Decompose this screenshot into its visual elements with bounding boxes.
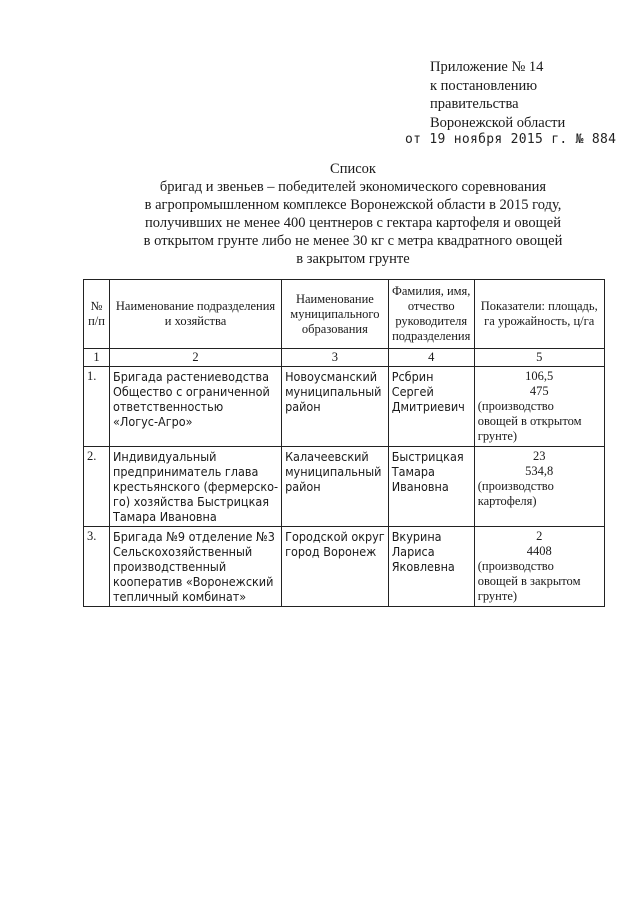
cell-text-line: (производство xyxy=(477,479,554,493)
cell-text-line: ответственностью xyxy=(113,399,224,414)
cell-text-line: Лариса xyxy=(391,544,435,559)
table-header-row xyxy=(84,280,605,349)
cell-text-line: муниципальный xyxy=(285,384,382,399)
cell-text-line: руководителя xyxy=(395,314,468,328)
row-area: 23 xyxy=(532,449,546,463)
cell-text-line: Наименование xyxy=(295,291,374,306)
cell-text-line: го) хозяйства Быстрицкая xyxy=(113,494,270,509)
cell-text-line: производственный xyxy=(113,559,227,574)
header-num xyxy=(84,280,110,349)
cell-text-line: хозяйства xyxy=(174,314,227,328)
header-indicators xyxy=(474,280,604,349)
cell-text-line: грунте) xyxy=(477,589,518,603)
row-area: 2 xyxy=(536,529,543,543)
cell-text-line: Бригада растениеводства xyxy=(113,369,269,384)
cell-text-line: отчество xyxy=(407,299,455,313)
cell-text-line: кооператив «Воронежский xyxy=(113,574,274,589)
title-heading: Список xyxy=(330,161,376,177)
appendix-line: Воронежской области xyxy=(430,114,566,131)
cell-text-line: Сельскохозяйственный xyxy=(113,544,253,559)
cell-text-line: подразделения xyxy=(392,329,471,343)
row-yield: 475 xyxy=(529,384,549,398)
cell-text-line: п/п xyxy=(88,314,105,328)
cell-text-line: площадь, га xyxy=(484,299,598,328)
row-indicators xyxy=(474,447,604,527)
row-org xyxy=(110,527,282,607)
cell-text-line: Фамилия, имя, xyxy=(392,284,471,298)
row-number: 3. xyxy=(84,527,110,607)
table-row xyxy=(84,367,605,447)
row-org xyxy=(110,367,282,447)
cell-text-line: предприниматель глава xyxy=(113,464,259,479)
cell-text-line: Новоусманский xyxy=(285,369,378,384)
row-org xyxy=(110,447,282,527)
row-municipality xyxy=(282,367,389,447)
title-line: получивших не менее 400 центнеров с гектара картофеля и овощей xyxy=(145,215,561,231)
column-number: 1 xyxy=(84,349,110,367)
cell-text-line: образования xyxy=(301,321,368,336)
row-indicators xyxy=(474,367,604,447)
cell-text-line: муниципальный xyxy=(285,464,382,479)
cell-text-line: Городской округ xyxy=(285,529,385,544)
cell-text-line: Дмитриевич xyxy=(391,399,465,414)
resolution-date: от 19 ноября 2015 г. № 884 xyxy=(405,132,617,147)
cell-text-line: подразделения и xyxy=(164,299,276,328)
cell-text-line: Индивидуальный xyxy=(113,449,217,464)
cell-text-line: Яковлевна xyxy=(391,559,455,574)
appendix-line: правительства xyxy=(430,96,519,112)
title-line: в агропромышленном комплексе Воронежской области в 2015 году, xyxy=(144,197,562,213)
row-head xyxy=(388,527,474,607)
appendix-line: к постановлению xyxy=(430,77,538,94)
appendix-header xyxy=(430,58,565,132)
table-row xyxy=(84,527,605,607)
cell-text-line: Наименование xyxy=(115,299,194,313)
column-number: 2 xyxy=(110,349,282,367)
column-number: 5 xyxy=(474,349,604,367)
row-area: 106,5 xyxy=(525,369,554,383)
title-line: в закрытом грунте xyxy=(296,251,410,267)
cell-text-line: район xyxy=(285,399,321,414)
column-number: 4 xyxy=(388,349,474,367)
document-title xyxy=(118,160,588,268)
cell-text-line: грунте) xyxy=(477,429,518,443)
header-head xyxy=(388,280,474,349)
header-org xyxy=(110,280,282,349)
row-yield: 4408 xyxy=(526,544,552,558)
row-municipality xyxy=(282,527,389,607)
cell-text-line: Тамара xyxy=(391,464,435,479)
cell-text-line: Быстрицкая xyxy=(391,449,464,464)
header-municipality xyxy=(282,280,389,349)
row-yield: 534,8 xyxy=(525,464,554,478)
row-head xyxy=(388,367,474,447)
cell-text-line: Рсбрин xyxy=(391,369,434,384)
cell-text-line: Вкурина xyxy=(391,529,442,544)
title-line: в открытом грунте либо не менее 30 кг с метра квадратного овощей xyxy=(143,233,563,249)
cell-text-line: «Логус-Агро» xyxy=(113,414,193,429)
cell-text-line: овощей в закрытом xyxy=(477,574,581,588)
cell-text-line: тепличный комбинат» xyxy=(113,589,247,604)
table-row xyxy=(84,447,605,527)
cell-text-line: город Воронеж xyxy=(285,544,377,559)
title-line: бригад и звеньев – победителей экономического соревнования xyxy=(159,179,547,195)
winners-table xyxy=(83,279,605,607)
cell-text-line: Ивановна xyxy=(391,479,449,494)
row-head xyxy=(388,447,474,527)
cell-text-line: муниципального xyxy=(290,306,380,321)
appendix-line: Приложение № 14 xyxy=(430,59,544,75)
cell-text-line: (производство xyxy=(477,399,554,413)
cell-text-line: Бригада №9 отделение №3 xyxy=(113,529,275,544)
cell-text-line: овощей в открытом xyxy=(477,414,582,428)
row-municipality xyxy=(282,447,389,527)
cell-text-line: № xyxy=(90,299,103,313)
cell-text-line: урожайность, ц/га xyxy=(497,314,595,328)
row-number: 1. xyxy=(84,367,110,447)
row-number: 2. xyxy=(84,447,110,527)
cell-text-line: Сергей xyxy=(391,384,434,399)
cell-text-line: (производство xyxy=(477,559,554,573)
cell-text-line: Показатели: xyxy=(480,299,546,313)
cell-text-line: картофеля) xyxy=(477,494,537,508)
cell-text-line: Калачеевский xyxy=(285,449,369,464)
cell-text-line: район xyxy=(285,479,321,494)
column-number-row xyxy=(84,349,605,367)
cell-text-line: Общество с ограниченной xyxy=(113,384,270,399)
cell-text-line: Тамара Ивановна xyxy=(113,509,217,524)
column-number: 3 xyxy=(282,349,389,367)
row-indicators xyxy=(474,527,604,607)
cell-text-line: крестьянского (фермерско- xyxy=(113,479,279,494)
